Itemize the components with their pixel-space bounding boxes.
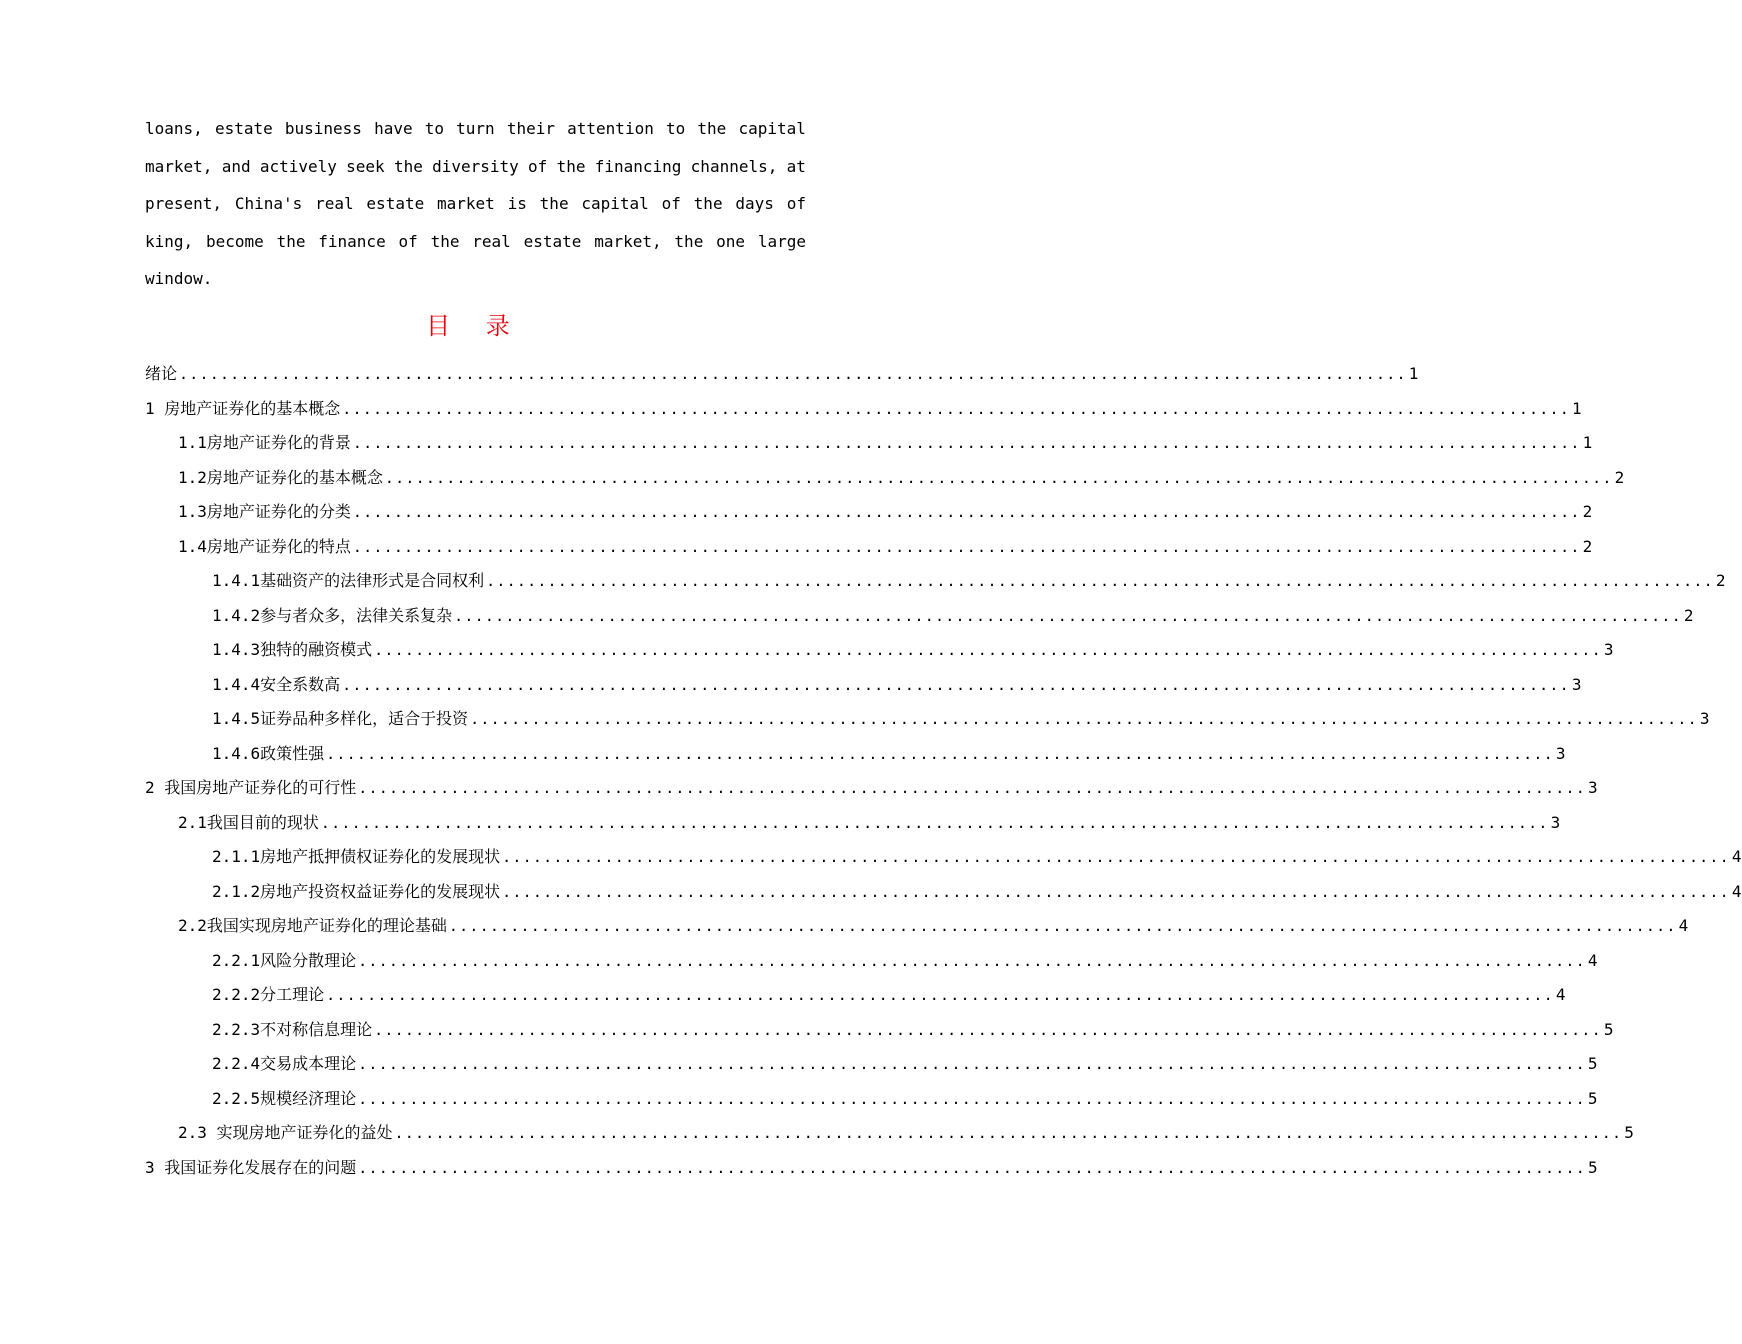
toc-leader-dots: ........................................................................................................................	[352, 537, 1581, 556]
toc-entry[interactable]	[178, 530, 1593, 565]
toc-entry-label: 3 我国证券化发展存在的问题	[145, 1157, 357, 1177]
toc-entry-label: 1.4.2参与者众多，法律关系复杂	[212, 605, 453, 625]
abstract-word: attention	[567, 119, 654, 138]
toc-entry[interactable]	[145, 392, 1582, 427]
toc-entry-label: 1.4.6政策性强	[212, 743, 325, 763]
abstract-word: the	[556, 156, 586, 176]
toc-page-number: 3	[1555, 743, 1566, 763]
toc-entry[interactable]	[212, 668, 1582, 703]
toc-entry-label: 1.4.5证券品种多样化，适合于投资	[212, 709, 469, 728]
abstract-line	[145, 110, 806, 148]
abstract-word: the	[697, 119, 727, 138]
abstract-word: the	[430, 231, 460, 251]
toc-leader-dots: ........................................................................................................................	[374, 641, 1602, 659]
toc-entry-label: 2.2.5规模经济理论	[212, 1088, 357, 1108]
toc-entry-label: 2.3 实现房地产证券化的益处	[178, 1123, 393, 1142]
toc-page-number: 4	[1587, 950, 1598, 970]
toc-page-number: 5	[1587, 1157, 1598, 1177]
toc-entry[interactable]	[212, 875, 1742, 910]
abstract-word: is	[507, 194, 527, 213]
toc-entry-label: 2.1.2房地产投资权益证券化的发展现状	[212, 881, 501, 901]
toc-entry[interactable]	[178, 1116, 1634, 1151]
abstract-line	[145, 260, 806, 298]
toc-leader-dots: ........................................................................................................................	[470, 710, 1698, 728]
abstract-word: turn	[456, 119, 495, 138]
toc-entry-label: 1.1房地产证券化的背景	[178, 433, 351, 452]
toc-page-number: 5	[1603, 1019, 1614, 1039]
toc-leader-dots: ........................................................................................................................	[358, 779, 1586, 797]
abstract-word: real	[315, 194, 354, 213]
toc-page-number: 1	[1408, 364, 1419, 383]
abstract-word: the	[393, 156, 423, 176]
toc-entry-label: 1.2房地产证券化的基本概念	[178, 467, 383, 487]
abstract-word: seek	[346, 156, 385, 176]
abstract-word: the	[539, 194, 569, 213]
toc-leader-dots: ........................................................................................................................	[326, 986, 1554, 1004]
abstract-word: become	[205, 231, 264, 251]
toc-entry[interactable]	[178, 495, 1593, 530]
toc-leader-dots: ........................................................................................................................	[454, 606, 1682, 625]
abstract-word: and	[221, 156, 251, 176]
abstract-word: real	[472, 231, 511, 251]
toc-entry[interactable]	[178, 426, 1593, 461]
toc-page-number: 3	[1699, 709, 1710, 728]
toc-entry[interactable]	[178, 806, 1561, 841]
toc-entry[interactable]	[178, 909, 1689, 944]
toc-leader-dots: ........................................................................................................................	[374, 1020, 1602, 1039]
abstract-word: financing	[594, 156, 682, 176]
toc-entry[interactable]	[212, 1047, 1598, 1082]
toc-entry-label: 2.2.4交易成本理论	[212, 1054, 357, 1073]
abstract-word: finance	[318, 231, 386, 251]
abstract-word: have	[374, 119, 413, 138]
abstract-word: of	[398, 231, 418, 251]
toc-leader-dots: ........................................................................................................................	[352, 434, 1581, 452]
abstract-word: of	[528, 156, 548, 176]
toc-entry-label: 2.1.1房地产抵押债权证券化的发展现状	[212, 847, 501, 866]
toc-entry[interactable]	[212, 978, 1566, 1013]
abstract-line	[145, 223, 806, 261]
abstract-word: diversity	[432, 156, 519, 176]
toc-entry[interactable]	[145, 1151, 1598, 1186]
toc-page-number: 5	[1587, 1054, 1598, 1073]
abstract-word: king,	[145, 231, 194, 251]
toc-page-number: 2	[1715, 571, 1726, 590]
toc-entry[interactable]	[212, 599, 1694, 634]
toc-leader-dots: ........................................................................................................................	[179, 365, 1407, 383]
toc-entry-label: 1.4.3独特的融资模式	[212, 640, 373, 659]
abstract-word: the	[674, 231, 704, 251]
abstract-word: of	[661, 194, 681, 213]
toc-leader-dots: ........................................................................................................................	[320, 813, 1549, 832]
abstract-line	[145, 185, 806, 223]
toc-entry-label: 1 房地产证券化的基本概念	[145, 398, 341, 418]
abstract-word: the	[693, 194, 723, 213]
toc-leader-dots: ........................................................................................................................	[486, 572, 1714, 590]
toc-page-number: 3	[1550, 812, 1561, 832]
toc-entry-label: 2.1我国目前的现状	[178, 812, 319, 832]
toc-leader-dots: ........................................................................................................................	[358, 951, 1586, 970]
abstract-word: market,	[145, 156, 213, 176]
abstract-word: at	[786, 156, 806, 176]
abstract-word: estate	[366, 194, 425, 213]
toc-entry[interactable]	[212, 1082, 1598, 1117]
toc-leader-dots: ........................................................................................................................	[326, 744, 1554, 763]
toc-entry[interactable]	[212, 702, 1710, 737]
toc-leader-dots: ........................................................................................................................	[358, 1158, 1586, 1177]
toc-entry-label: 绪论	[145, 364, 178, 383]
abstract-word: actively	[259, 156, 337, 176]
abstract-word: loans,	[145, 119, 203, 138]
toc-leader-dots: ........................................................................................................................	[358, 1055, 1586, 1073]
toc-page-number: 4	[1731, 881, 1742, 901]
abstract-word: to	[424, 119, 445, 138]
toc-entry[interactable]	[212, 633, 1614, 668]
abstract-word: days	[735, 194, 774, 213]
toc-page-number: 4	[1555, 985, 1566, 1004]
toc-entry-label: 1.4.4安全系数高	[212, 674, 341, 694]
abstract-word: estate	[214, 119, 273, 138]
toc-entry[interactable]	[178, 461, 1625, 496]
abstract-word: large	[757, 231, 806, 251]
toc-page-number: 1	[1571, 398, 1582, 418]
toc-entry-label: 2 我国房地产证券化的可行性	[145, 778, 357, 797]
toc-entry-label: 2.2.2分工理论	[212, 985, 325, 1004]
toc-leader-dots: ........................................................................................................................	[342, 399, 1570, 418]
toc-page-number: 3	[1603, 640, 1614, 659]
toc-page-number: 4	[1731, 847, 1742, 866]
toc-entry[interactable]	[212, 944, 1598, 979]
abstract-line	[145, 148, 806, 186]
abstract-word: market,	[594, 231, 662, 251]
toc-entry-label: 1.4.1基础资产的法律形式是合同权利	[212, 571, 485, 590]
toc-leader-dots: ........................................................................................................................	[358, 1089, 1586, 1108]
toc-entry-label: 2.2.1风险分散理论	[212, 950, 357, 970]
abstract-word: of	[786, 194, 806, 213]
toc-leader-dots: ........................................................................................................................	[502, 882, 1730, 901]
toc-page-number: 4	[1678, 916, 1689, 935]
toc-title: 目 录	[426, 312, 524, 340]
abstract-word: the	[276, 231, 306, 251]
abstract-word: window.	[145, 269, 213, 288]
abstract-word: channels,	[690, 156, 778, 176]
abstract-word: capital	[738, 119, 806, 138]
toc-leader-dots: ........................................................................................................................	[342, 675, 1570, 694]
toc-entry-label: 1.3房地产证券化的分类	[178, 502, 351, 521]
abstract-word: to	[665, 119, 686, 138]
toc-entry-label: 2.2.3不对称信息理论	[212, 1019, 373, 1039]
toc-entry[interactable]	[212, 840, 1742, 875]
abstract-word: business	[284, 119, 362, 138]
abstract-word: one	[716, 231, 746, 251]
toc-entry-label: 1.4房地产证券化的特点	[178, 536, 351, 556]
toc-leader-dots: ........................................................................................................................	[394, 1124, 1623, 1142]
toc-page-number: 5	[1587, 1088, 1598, 1108]
toc-leader-dots: ........................................................................................................................	[448, 917, 1677, 935]
toc-page-number: 2	[1582, 536, 1593, 556]
toc-page-number: 3	[1571, 674, 1582, 694]
toc-entry[interactable]	[212, 1013, 1614, 1048]
toc-page-number: 3	[1587, 778, 1598, 797]
toc-leader-dots: ........................................................................................................................	[502, 848, 1730, 866]
abstract-word: estate	[523, 231, 582, 251]
toc-entry[interactable]	[145, 771, 1598, 806]
abstract-word: China's	[234, 194, 303, 213]
toc-leader-dots: ........................................................................................................................	[352, 503, 1581, 521]
abstract-text	[145, 110, 806, 298]
toc-page-number: 2	[1614, 467, 1625, 487]
toc-page-number: 2	[1683, 605, 1694, 625]
toc-page-number: 1	[1582, 433, 1593, 452]
toc-page-number: 2	[1582, 502, 1593, 521]
toc-leader-dots: ........................................................................................................................	[384, 468, 1613, 487]
abstract-word: their	[506, 119, 555, 138]
toc-page-number: 5	[1624, 1123, 1634, 1142]
toc-entry[interactable]	[212, 737, 1566, 772]
abstract-word: capital	[581, 194, 649, 213]
toc-entry[interactable]	[145, 357, 1419, 392]
toc-entry[interactable]	[212, 564, 1726, 599]
toc-entry-label: 2.2我国实现房地产证券化的理论基础	[178, 916, 447, 935]
abstract-word: market	[437, 194, 495, 213]
abstract-word: present,	[145, 194, 223, 213]
